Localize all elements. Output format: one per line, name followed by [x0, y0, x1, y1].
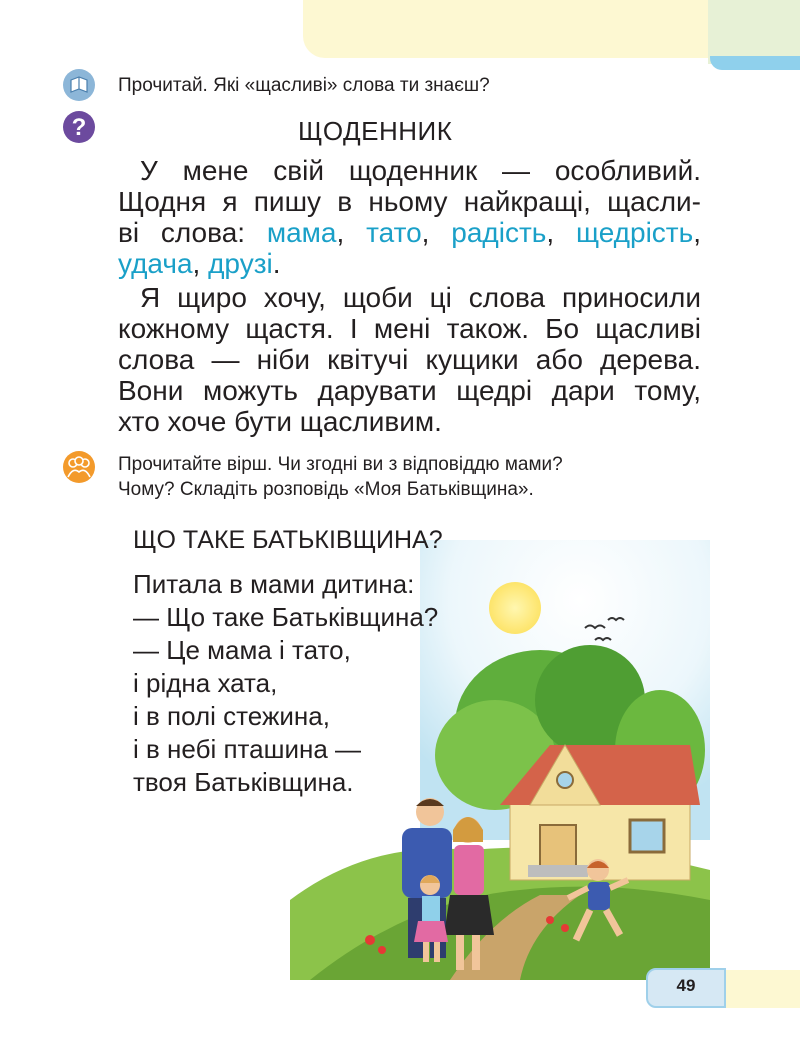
story-line: слова — ніби квітучі кущики або дерева. — [118, 344, 701, 375]
footer-strip — [722, 970, 800, 1008]
svg-text:?: ? — [71, 114, 87, 141]
task3-instruction-line: Чому? Складіть розповідь «Моя Батьківщина». — [118, 479, 534, 500]
poem — [133, 568, 438, 799]
poem-line: і в небі пташина — — [133, 734, 362, 764]
group-work-icon — [62, 450, 96, 484]
poem-line: і рідна хата, — [133, 668, 278, 698]
happy-word: удача — [118, 248, 193, 279]
task1-instruction: Прочитай. Які «щасливі» слова ти знаєш? — [118, 75, 490, 96]
story-line: ві слова: мама, тато, радість, щедрість, — [118, 217, 701, 248]
sun — [489, 582, 541, 634]
header-tab-green — [708, 0, 800, 64]
story-line: кожному щастя. І мені також. Бо щасливі — [118, 313, 701, 344]
happy-word: мама — [266, 217, 337, 248]
page-number: 49 — [676, 976, 696, 995]
poem-title: ЩО ТАКЕ БАТЬКІВЩИНА? — [133, 526, 443, 554]
story-line: Щодня я пишу в ньому найкращі, щасли- — [118, 186, 701, 217]
happy-word: друзі — [208, 248, 273, 279]
poem-line: — Це мама і тато, — [133, 635, 351, 665]
poem-line: Питала в мами дитина: — [133, 569, 415, 599]
story-line: удача, друзі. — [118, 248, 281, 279]
book-icon — [62, 68, 96, 102]
header-tab-edge — [710, 56, 800, 70]
task3-instruction-line: Прочитайте вірш. Чи згодні ви з відповіддю мами? — [118, 454, 563, 475]
poem-line: і в полі стежина, — [133, 701, 330, 731]
header-tab-yellow — [303, 0, 723, 58]
story-paragraph-2 — [118, 282, 701, 437]
happy-word: тато — [366, 217, 422, 248]
poem-line: — Що таке Батьківщина? — [133, 602, 439, 632]
story-line: У мене свій щоденник — особливий. — [140, 155, 701, 186]
story-line: хто хоче бути щасливим. — [118, 406, 442, 437]
story-line: Вони можуть дарувати щедрі дари тому, — [118, 375, 701, 406]
story-title: ЩОДЕННИК — [298, 116, 453, 146]
question-icon — [62, 110, 96, 144]
story-paragraph-1 — [118, 155, 701, 279]
task3-instruction — [118, 452, 718, 502]
poem-line: твоя Батьківщина. — [133, 767, 354, 797]
happy-word: щедрість — [575, 217, 694, 248]
story-line: Я щиро хочу, щоби ці слова приносили — [140, 282, 701, 313]
happy-word: радість — [451, 217, 547, 248]
